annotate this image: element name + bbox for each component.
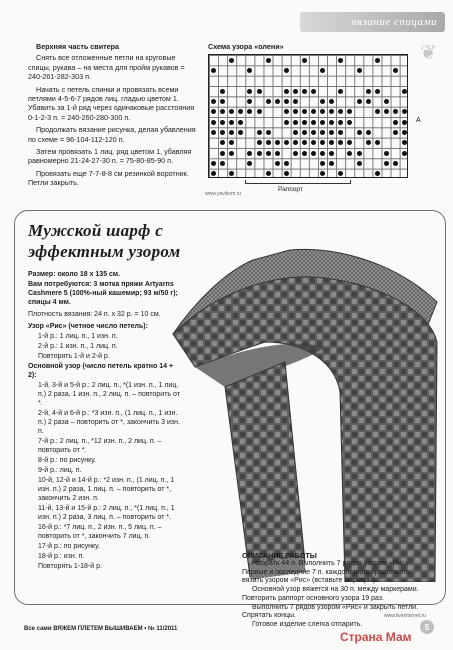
chart-stitch-dot: [229, 140, 234, 145]
chart-stitch-dot: [366, 140, 371, 145]
chart-stitch-dot: [357, 130, 362, 135]
chart-stitch-dot: [229, 151, 234, 156]
chart-stitch-dot: [266, 58, 271, 63]
chart-label: A: [416, 117, 421, 124]
magazine-footer: Все сами ВЯЖЕМ ПЛЕТЕМ ВЫШИВАЕМ • № 11/2011: [24, 626, 178, 632]
chart-stitch-dot: [393, 161, 398, 166]
page-number: 5: [420, 620, 434, 634]
chart-stitch-dot: [393, 109, 398, 114]
chart-stitch-dot: [384, 99, 389, 104]
chart-stitch-dot: [375, 140, 380, 145]
materials: Вам потребуются: 3 мотка пряжи Artyarns Cashmere 5 (100%-ный кашемир; 93 м/50 г); спицы 4 мм.: [28, 281, 178, 306]
chart-stitch-dot: [293, 130, 298, 135]
main-row: 18-й р.: изн. п.: [38, 553, 85, 560]
chart-stitch-dot: [220, 120, 225, 125]
chart-stitch-dot: [402, 130, 407, 135]
chart-stitch-dot: [229, 130, 234, 135]
chart-stitch-dot: [311, 130, 316, 135]
chart-stitch-dot: [402, 151, 407, 156]
chart-stitch-dot: [284, 99, 289, 104]
chart-stitch-dot: [247, 151, 252, 156]
chart-stitch-dot: [320, 161, 325, 166]
chart-stitch-dot: [311, 109, 316, 114]
chart-stitch-dot: [338, 58, 343, 63]
chart-stitch-dot: [293, 151, 298, 156]
chart-stitch-dot: [320, 68, 325, 73]
chart-stitch-dot: [211, 161, 216, 166]
source-site: www.yavikom.ru: [205, 191, 242, 197]
chart-stitch-dot: [238, 109, 243, 114]
section-subtitle: Верхняя часть свитера: [36, 42, 120, 51]
chart-stitch-dot: [284, 89, 289, 94]
main-row: 17-й р.: по рисунку.: [38, 543, 100, 550]
paragraph: Начать с петель спинки и провязать всеми петлями 4-5-6-7 рядов лиц. гладью цветом 1. Убавить за 1-й ряд через одинаковые расстояния 0-1-2-3 п. = 240-260-280-300 п.: [28, 84, 195, 122]
chart-stitch-dot: [302, 140, 307, 145]
main-row: 7-й р.: 2 лиц. п., *12 изн. п., 2 лиц. п. – повторить от *.: [38, 438, 162, 454]
ris-row: 2-й р.: 1 изн. п., 1 лиц. п.: [38, 343, 118, 350]
work-paragraph: Готовое изделие слегка отпарить.: [252, 620, 363, 628]
decorative-curl-icon: ❦: [420, 42, 437, 64]
chart-stitch-dot: [257, 89, 262, 94]
chart-stitch-dot: [347, 109, 352, 114]
chart-stitch-dot: [284, 140, 289, 145]
chart-stitch-dot: [266, 99, 271, 104]
chart-stitch-dot: [211, 171, 216, 176]
chart-stitch-dot: [329, 151, 334, 156]
chart-stitch-dot: [338, 130, 343, 135]
main-row: 1-й, 3-й и 5-й р.: 2 лиц. п., *(1 изн. п., 1 лиц. п.) 2 раза, 1 изн. п., 2 лиц. п. – повторить от *.: [38, 382, 180, 407]
chart-stitch-dot: [402, 89, 407, 94]
chart-stitch-dot: [375, 171, 380, 176]
chart-stitch-dot: [284, 68, 289, 73]
chart-stitch-dot: [311, 140, 316, 145]
chart-stitch-dot: [229, 120, 234, 125]
chart-stitch-dot: [302, 120, 307, 125]
section-banner: [300, 12, 445, 32]
chart-stitch-dot: [357, 68, 362, 73]
chart-stitch-dot: [293, 99, 298, 104]
chart-stitch-dot: [220, 151, 225, 156]
chart-stitch-dot: [357, 151, 362, 156]
schema-title: Схема узора «олени»: [208, 42, 284, 51]
work-paragraph: Выполнить 7 рядов узором «Рис» и закрыть петли. Спрятать концы.: [242, 603, 419, 620]
chart-stitch-dot: [238, 130, 243, 135]
chart-stitch-dot: [329, 120, 334, 125]
chart-stitch-dot: [347, 151, 352, 156]
chart-stitch-dot: [257, 130, 262, 135]
chart-stitch-dot: [266, 171, 271, 176]
chart-stitch-dot: [211, 109, 216, 114]
chart-stitch-dot: [247, 161, 252, 166]
paragraph: Затем провязать 1 лиц. ряд цветом 1, убавляя равномерно 21-24-27-30 п. = 75-80-85-90 п.: [28, 147, 192, 166]
chart-stitch-dot: [302, 109, 307, 114]
chart-stitch-dot: [338, 120, 343, 125]
chart-stitch-dot: [311, 120, 316, 125]
chart-stitch-dot: [247, 89, 252, 94]
scarf-body: [173, 277, 437, 582]
ris-row: Повторять 1-й и 2-й р.: [38, 353, 110, 360]
main-row: 9-й р.: лиц. п.: [38, 467, 82, 474]
chart-stitch-dot: [320, 171, 325, 176]
chart-stitch-dot: [366, 130, 371, 135]
knitting-chart: [208, 54, 408, 178]
chart-stitch-dot: [220, 130, 225, 135]
title-line-2: эффектным узором: [28, 242, 181, 261]
chart-stitch-dot: [247, 109, 252, 114]
title-line-1: Мужской шарф с: [28, 221, 164, 240]
chart-stitch-dot: [320, 120, 325, 125]
chart-stitch-dot: [366, 89, 371, 94]
chart-stitch-dot: [320, 99, 325, 104]
chart-stitch-dot: [257, 109, 262, 114]
chart-stitch-dot: [247, 68, 252, 73]
chart-stitch-dot: [238, 120, 243, 125]
chart-stitch-dot: [302, 89, 307, 94]
chart-stitch-dot: [329, 161, 334, 166]
chart-stitch-dot: [393, 68, 398, 73]
chart-stitch-dot: [266, 140, 271, 145]
scarf-photo: [155, 242, 447, 582]
chart-stitch-dot: [384, 109, 389, 114]
chart-stitch-dot: [293, 120, 298, 125]
chart-stitch-dot: [266, 130, 271, 135]
chart-stitch-dot: [293, 89, 298, 94]
chart-stitch-dot: [257, 151, 262, 156]
chart-stitch-dot: [275, 151, 280, 156]
paragraph: Снять все отложенные петли на круговые спицы, рукава – на места для пройм рукавов = 240-261-282-303 п.: [28, 53, 185, 82]
main-row: 11-й, 13-й и 15-й р.: 2 лиц. п., *(1 лиц. п., 1 изн. п.) 2 раза, 3 лиц. п. – повторить от *.: [38, 505, 175, 521]
chart-stitch-dot: [293, 109, 298, 114]
chart-stitch-dot: [257, 140, 262, 145]
rapport-label: Раппорт: [278, 186, 303, 193]
chart-stitch-dot: [329, 109, 334, 114]
chart-stitch-dot: [320, 109, 325, 114]
chart-stitch-dot: [384, 151, 389, 156]
scarf-hanging-end: [225, 362, 305, 577]
chart-stitch-dot: [402, 109, 407, 114]
chart-stitch-dot: [357, 99, 362, 104]
chart-stitch-dot: [375, 58, 380, 63]
chart-stitch-dot: [338, 171, 343, 176]
chart-stitch-dot: [275, 161, 280, 166]
chart-stitch-dot: [329, 130, 334, 135]
chart-stitch-dot: [275, 99, 280, 104]
chart-stitch-dot: [402, 120, 407, 125]
chart-stitch-dot: [338, 109, 343, 114]
gauge: Плотность вязания: 24 п. х 32 р. = 10 см.: [28, 311, 161, 318]
chart-stitch-dot: [311, 89, 316, 94]
chart-stitch-dot: [266, 151, 271, 156]
watermark-logo: Страна Мам: [340, 630, 412, 644]
main-row: 16-й р.: *7 лиц. п., 2 изн. п., 5 лиц. п. – повторить от *, закончить 7 лиц. п.: [38, 524, 162, 540]
chart-stitch-dot: [247, 99, 252, 104]
chart-stitch-dot: [311, 151, 316, 156]
chart-stitch-dot: [302, 58, 307, 63]
source-site: www.liveinternet.ru: [384, 613, 426, 619]
chart-stitch-dot: [357, 161, 362, 166]
sweater-top-instructions: [28, 42, 196, 191]
chart-stitch-dot: [338, 140, 343, 145]
chart-stitch-dot: [366, 99, 371, 104]
chart-stitch-dot: [329, 99, 334, 104]
chart-stitch-dot: [220, 99, 225, 104]
work-description: [242, 560, 432, 630]
chart-stitch-dot: [229, 109, 234, 114]
pattern-ris-title: Узор «Рис» (четное число петель):: [28, 323, 148, 330]
main-row: 10-й, 12-й и 14-й р.: *2 изн. п., (1 лиц. п., 1 изн. п.) 2 раза, 1 лиц. п. – повторить от *, закончить 2 изн. п.: [38, 477, 175, 502]
chart-stitch-dot: [384, 161, 389, 166]
paragraph: Продолжать вязание рисунка, делая убавления по схеме = 96-104-112-120 п.: [28, 125, 196, 144]
chart-stitch-dot: [229, 171, 234, 176]
chart-stitch-dot: [284, 161, 289, 166]
chart-stitch-dot: [220, 161, 225, 166]
chart-stitch-dot: [347, 140, 352, 145]
chart-stitch-dot: [293, 140, 298, 145]
chart-stitch-dot: [211, 130, 216, 135]
chart-stitch-dot: [375, 109, 380, 114]
chart-stitch-dot: [229, 58, 234, 63]
chart-stitch-dot: [302, 151, 307, 156]
chart-stitch-dot: [320, 140, 325, 145]
work-paragraph: Набрать 44 п. Выполнить 7 рядов узором «Рис». Первые и последние 7 п. каждого ряда продолжать вязать узором «Рис» (вставьте маркеры).: [242, 560, 411, 585]
ris-row: 1-й р.: 1 лиц. п., 1 изн. п.: [38, 333, 118, 340]
chart-stitch-dot: [220, 140, 225, 145]
chart-stitch-dot: [393, 120, 398, 125]
rapport-bracket: [245, 180, 351, 184]
chart-stitch-dot: [211, 120, 216, 125]
chart-stitch-dot: [329, 140, 334, 145]
work-description-title: ОПИСАНИЕ РАБОТЫ: [242, 551, 317, 560]
chart-stitch-dot: [275, 140, 280, 145]
chart-stitch-dot: [375, 89, 380, 94]
chart-stitch-dot: [220, 109, 225, 114]
main-row: Повторять 1-18-й р.: [38, 563, 102, 570]
scarf-instructions: [28, 270, 180, 572]
work-paragraph: Основной узор вяжется на 30 п. между маркерами. Повторить раппорт основного узора 19 раз.: [242, 586, 419, 602]
chart-stitch-dot: [302, 130, 307, 135]
section-title: вязание спицами: [351, 16, 437, 28]
chart-stitch-dot: [284, 120, 289, 125]
chart-stitch-dot: [338, 89, 343, 94]
chart-stitch-dot: [393, 130, 398, 135]
chart-stitch-dot: [320, 151, 325, 156]
main-row: 8-й р.: по рисунку.: [38, 457, 96, 464]
chart-stitch-dot: [320, 130, 325, 135]
chart-stitch-dot: [402, 140, 407, 145]
chart-stitch-dot: [211, 68, 216, 73]
chart-stitch-dot: [284, 109, 289, 114]
chart-stitch-dot: [347, 120, 352, 125]
chart-stitch-dot: [211, 99, 216, 104]
size: Размер: около 18 х 135 см.: [28, 271, 121, 278]
main-row: 2-й, 4-й и 6-й р.: *3 изн. п., (1 лиц. п., 1 изн. п.) 2 раза – повторить от *, закончить 3 изн. п.: [38, 410, 180, 435]
paragraph: Провязать еще 7-7-8-8 см резинкой воротник. Петли закрыть.: [28, 168, 189, 188]
chart-stitch-dot: [220, 89, 225, 94]
chart-stitch-dot: [284, 171, 289, 176]
main-pattern-title: Основной узор (число петель кратно 14 + 2):: [28, 363, 174, 379]
